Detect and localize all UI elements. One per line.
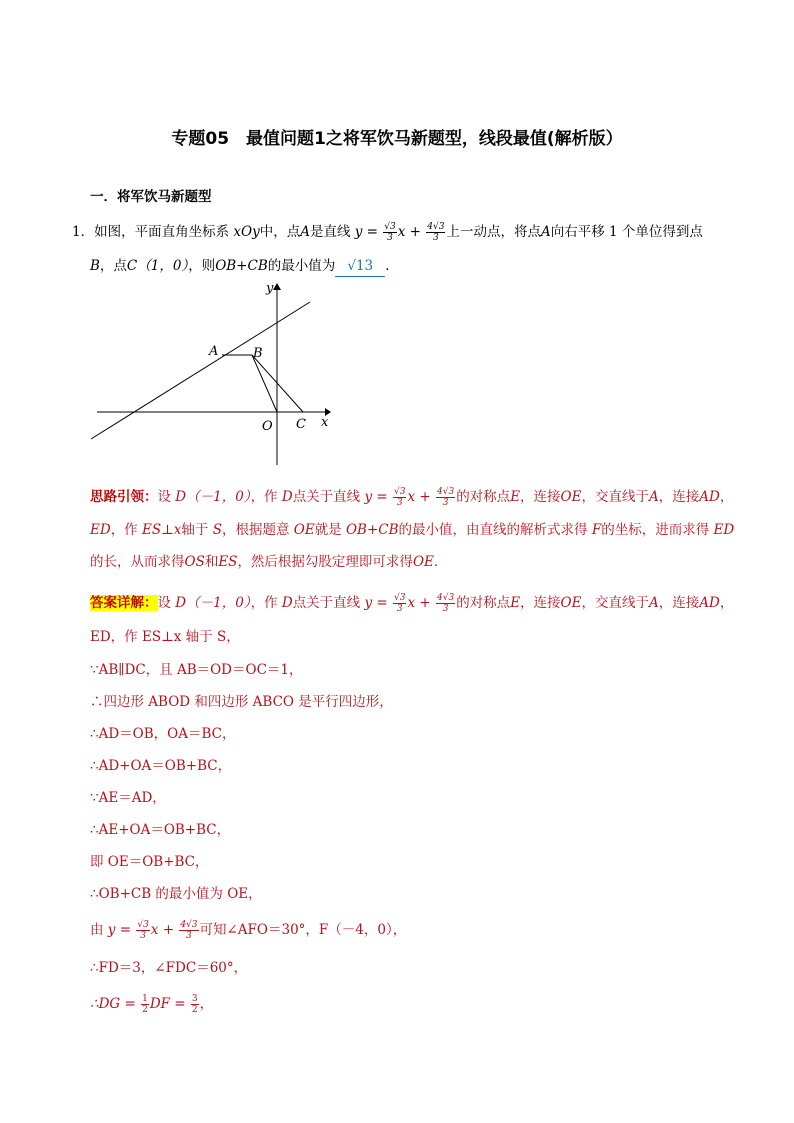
problem-line-1: 1．如图，平面直角坐标系 xOy中，点A是直线 y = $\frac{√3}{3}$ x + $\frac{4√3}{3}$ 上一动点，将点A向右平移 1 个单位得到点 [72,222,703,243]
solution-line-3: ∵AB∥DC，且 AB＝OD＝OC＝1， [90,662,303,678]
hint-label: 思路引领： [90,489,158,505]
section-heading: 一．将军饮马新题型 [90,189,212,205]
solution-line-2: ED，作 ES⊥x 轴于 S， [90,629,240,645]
solution-line-11: 由 y = $\frac{√3}{3}$ x + $\frac{4√3}{3}$ 可知∠AFO＝30°，F（－4，0）， [90,920,407,941]
hint-line-1: 思路引领：设 D（－1，0），作 D点关于直线 y = $\frac{√3}{3}$ x + $\frac{4√3}{3}$ 的对称点E，连接OE，交直线于A，连接AD， [90,487,734,508]
problem-line-2: B，点C（1，0），则OB+CB的最小值为 √13 ． [90,256,399,277]
solution-label: 答案详解： [90,595,158,611]
label-c: C [296,417,306,432]
solution-line-1: 答案详解：设 D（－1，0），作 D点关于直线 y = $\frac{√3}{3}$ x + $\frac{4√3}{3}$ 的对称点E，连接OE，交直线于A，连接AD， [90,593,734,614]
problem-number: 1． [72,224,95,240]
label-b: B [253,346,263,361]
answer-value: √13 [335,256,385,277]
solution-line-12: ∴FD＝3，∠FDC＝60°， [90,960,248,976]
label-a: A [209,344,219,359]
solution-line-5: ∴AD＝OB，OA＝BC， [90,726,236,742]
y-axis-arrow [273,283,281,290]
solution-line-7: ∵AE＝AD， [90,790,166,806]
solution-line-10: ∴OB+CB 的最小值为 OE， [90,886,262,902]
solution-line-9: 即 OE＝OB+BC， [90,854,209,870]
label-o: O [262,419,273,434]
hint-line-3: 的长，从而求得OS和ES，然后根据勾股定理即可求得OE． [90,554,448,570]
hint-line-2: ED，作 ES⊥x轴于 S，根据题意 OE就是 OB+CB的最小值，由直线的解析式求得 F的坐标，进而求得 ED [90,522,735,538]
line-equation: y = $\frac{√3}{3}$ x + $\frac{4√3}{3}$ [354,222,445,243]
solution-line-6: ∴AD+OA＝OB+BC， [90,758,232,774]
solution-line-8: ∴AE+OA＝OB+BC， [90,822,231,838]
page-title: 专题05 最值问题1之将军饮马新题型，线段最值(解析版） [171,129,623,149]
coordinate-figure [85,280,345,470]
label-y: y [266,281,274,296]
label-x: x [321,415,329,430]
segment-ob [252,355,277,412]
solution-line-4: ∴四边形 ABOD 和四边形 ABCO 是平行四边形， [90,694,393,710]
solution-line-13: ∴DG = $\frac{1}{2}$ DF = $\frac{3}{2}$ ， [90,994,214,1015]
